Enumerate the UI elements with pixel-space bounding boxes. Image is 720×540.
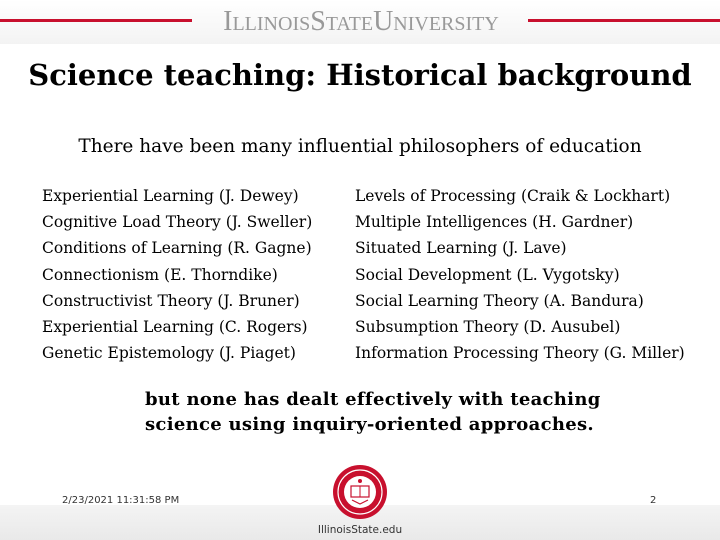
list-item: Experiential Learning (J. Dewey) — [42, 187, 299, 205]
conclusion-line-1: but none has dealt effectively with teaching — [145, 389, 601, 410]
list-item: Situated Learning (J. Lave) — [355, 239, 567, 258]
list-item: Cognitive Load Theory (J. Sweller) — [42, 213, 313, 232]
list-item: Social Development (L. Vygotsky) — [355, 265, 620, 284]
philosophers-list-left — [42, 183, 312, 366]
list-item: Levels of Processing (Craik & Lockhart) — [355, 187, 671, 205]
slide-date: 2/23/2021 11:31:58 PM — [62, 495, 180, 506]
university-seal-icon — [332, 464, 388, 520]
list-item: Genetic Epistemology (J. Piaget) — [42, 344, 296, 363]
website-label: IllinoisState.edu — [317, 524, 403, 536]
list-item: Information Processing Theory (G. Miller) — [355, 344, 685, 363]
philosophers-list-right — [355, 183, 685, 366]
slide-subtitle: There have been many influential philosophers of education — [78, 136, 642, 157]
list-item: Experiential Learning (C. Rogers) — [42, 318, 308, 337]
conclusion-text — [145, 387, 605, 437]
list-item: Conditions of Learning (R. Gagne) — [42, 239, 312, 258]
header-rule-left — [0, 19, 192, 22]
university-wordmark: IllinoisStateUniversity — [223, 6, 499, 37]
list-item: Connectionism (E. Thorndike) — [42, 265, 278, 284]
slide-title: Science teaching: Historical background — [28, 58, 692, 92]
list-item: Subsumption Theory (D. Ausubel) — [355, 318, 621, 337]
list-item: Constructivist Theory (J. Bruner) — [42, 291, 300, 310]
page-number: 2 — [650, 495, 657, 506]
list-item: Social Learning Theory (A. Bandura) — [355, 291, 644, 310]
header-rule-right — [528, 19, 720, 22]
conclusion-line-2: science using inquiry-oriented approaches. — [145, 414, 594, 435]
list-item: Multiple Intelligences (H. Gardner) — [355, 213, 634, 232]
